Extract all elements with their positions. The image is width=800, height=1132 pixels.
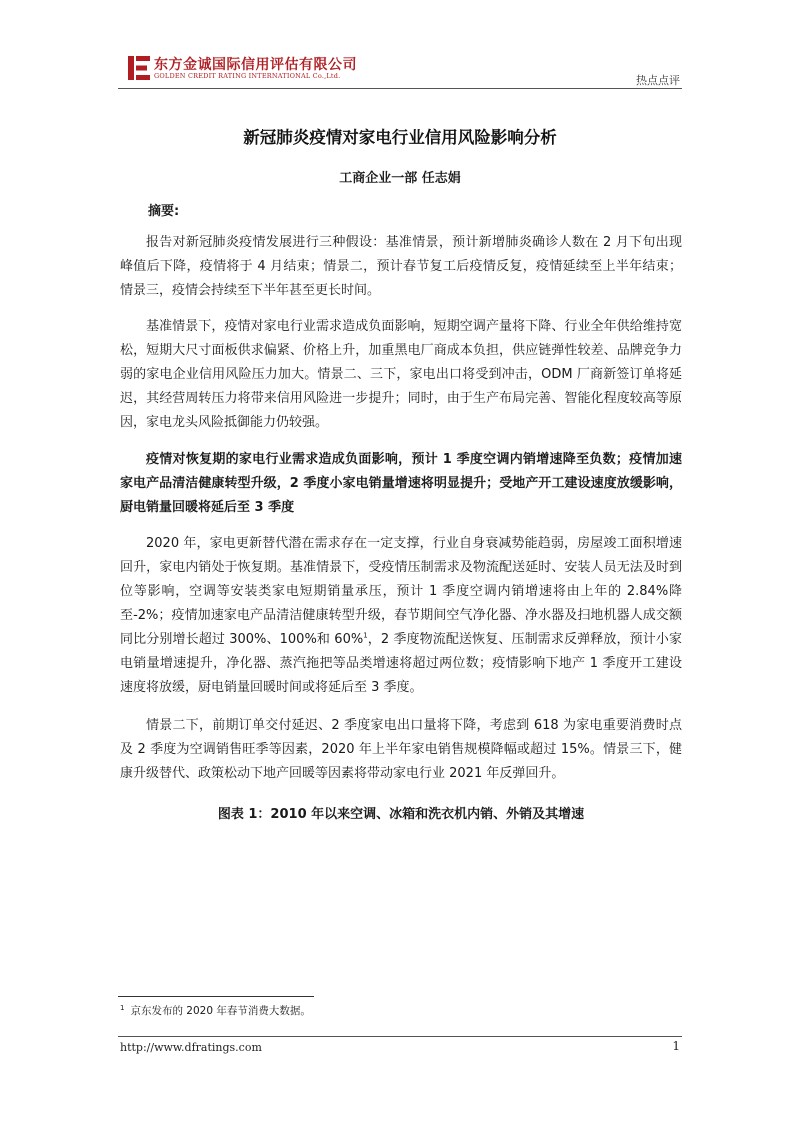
paragraph-key-finding: 疫情对恢复期的家电行业需求造成负面影响，预计 1 季度空调内销增速降至负数；疫情加速家电产品清洁健康转型升级，2 季度小家电销量增速将明显提升；受地产开工建设速度放缓影响，厨电销量回暖将延后至 3 季度 — [120, 452, 682, 515]
company-name-en: GOLDEN CREDIT RATING INTERNATIONAL Co.,Ltd. — [154, 72, 341, 80]
website-link[interactable]: http://www.dfratings.com — [120, 1041, 262, 1054]
section-label: 热点点评 — [636, 74, 680, 87]
paragraph-scenario-two-three: 情景二下，前期订单交付延迟、2 季度家电出口量将下降，考虑到 618 为家电重要消费时点及 2 季度为空调销售旺季等因素，2020 年上半年家电销售规模降幅或超过 15%。情景三下，健康升级替代、政策松动下地产回暖等因素将带动家电行业 2021 年反弹回升。 — [120, 718, 682, 781]
footnote-reference[interactable]: 1 — [363, 631, 368, 640]
abstract-heading: 摘要: — [148, 204, 180, 219]
header-divider — [118, 88, 682, 89]
footer-divider — [118, 1036, 682, 1037]
figure-caption: 图表 1：2010 年以来空调、冰箱和洗衣机内销、外销及其增速 — [217, 807, 585, 822]
footnote-text: 京东发布的 2020 年春节消费大数据。 — [130, 1005, 311, 1017]
author-line: 工商企业一部 任志娟 — [339, 171, 461, 186]
company-name-cn: 东方金诚国际信用评估有限公司 — [154, 57, 357, 73]
page-number: 1 — [672, 1039, 680, 1053]
paragraph-scenarios: 报告对新冠肺炎疫情发展进行三种假设：基准情景，预计新增肺炎确诊人数在 2 月下旬出现峰值后下降，疫情将于 4 月结束；情景二，预计春节复工后疫情反复，疫情延续至上半年结束；情景三，疫情会持续至下半年甚至更长时间。 — [120, 235, 682, 298]
page-header — [118, 54, 682, 90]
footnote-marker: 1 — [120, 1003, 125, 1012]
footnote-divider — [118, 996, 314, 997]
document-title: 新冠肺炎疫情对家电行业信用风险影响分析 — [243, 128, 557, 147]
paragraph-2020-outlook-part1: 2020 年，家电更新替代潜在需求存在一定支撑，行业自身衰减势能趋弱，房屋竣工面积增速回升，家电内销处于恢复期。基准情景下，受疫情压制需求及物流配送延时、安装人员无法及时到位等影响，空调等安装类家电短期销量承压，预计 1 季度空调内销增速将由上年的 2.84%降至-2%；疫情加速家电产品清洁健康转型升级，春节期间空气净化器、净水器及扫地机器人成交额同比分别增长超过 300%、100%和 60% — [120, 536, 682, 647]
paragraph-2020-outlook-part2: ，2 季度物流配送恢复、压制需求反弹释放，预计小家电销量增速提升，净化器、蒸汽拖把等品类增速将超过两位数；疫情影响下地产 1 季度开工建设速度将放缓，厨电销量回暖时间或将延后至 3 季度。 — [120, 632, 682, 695]
paragraph-baseline: 基准情景下，疫情对家电行业需求造成负面影响，短期空调产量将下降、行业全年供给维持宽松，短期大尺寸面板供求偏紧、价格上升，加重黑电厂商成本负担，供应链弹性较差、品牌竞争力弱的家电企业信用风险压力加大。情景二、三下，家电出口将受到冲击，ODM 厂商新签订单将延迟，其经营周转压力将带来信用风险进一步提升；同时，由于生产布局完善、智能化程度较高等原因，家电龙头风险抵御能力仍较强。 — [120, 319, 682, 430]
footnote — [120, 1003, 311, 1018]
paragraph-2020-outlook — [120, 532, 682, 700]
company-logo-icon — [128, 56, 150, 80]
